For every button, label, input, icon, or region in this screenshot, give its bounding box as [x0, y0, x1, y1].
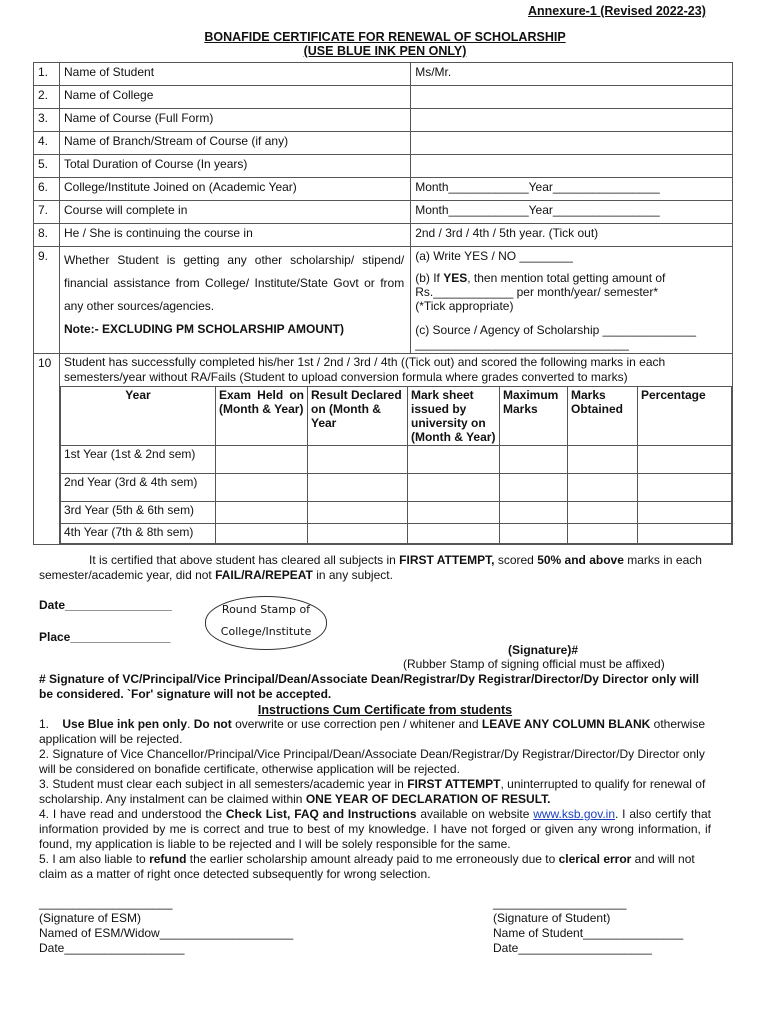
row9-answers[interactable]	[411, 247, 733, 354]
cell[interactable]	[215, 474, 307, 502]
row-label: College/Institute Joined on (Academic Year)	[59, 178, 410, 201]
marks-row	[60, 446, 731, 474]
i4-b1: Check List, FAQ and Instructions	[225, 807, 417, 821]
row10-content	[59, 354, 732, 545]
stamp-line2: College/Institute	[220, 625, 312, 638]
instruction-4	[39, 807, 711, 852]
cert-b3: FAIL/RA/REPEAT	[215, 568, 313, 582]
esm-signature-block	[39, 896, 293, 956]
cell[interactable]	[567, 524, 637, 544]
row-number: 3.	[34, 109, 60, 132]
row9-c[interactable]: (c) Source / Agency of Scholarship ______________	[415, 323, 697, 337]
row-number: 1.	[34, 63, 60, 86]
cell[interactable]	[407, 524, 499, 544]
i3-b1: FIRST ATTEMPT	[407, 777, 501, 791]
cell[interactable]	[637, 446, 731, 474]
place-field[interactable]: Place_______________	[39, 630, 171, 644]
row9-question	[59, 247, 410, 354]
row-number: 6.	[34, 178, 60, 201]
cell[interactable]	[567, 474, 637, 502]
i5-b2: clerical error	[558, 852, 632, 866]
header-marksheet: Mark sheet issued by university on (Month & Year)	[407, 387, 499, 446]
form-row	[34, 109, 733, 132]
row-value[interactable]	[411, 155, 733, 178]
row-label: Name of Branch/Stream of Course (if any)	[59, 132, 410, 155]
instruction-2: 2. Signature of Vice Chancellor/Principal/Vice Principal/Dean/Associate Dean/Registrar/Dy Registrar/Director/Dy Director only will be considered on bonafide certificate, otherwise application will be rejected.	[39, 747, 705, 776]
row-value[interactable]	[411, 109, 733, 132]
row-number: 2.	[34, 86, 60, 109]
i5-p1: 5. I am also liable to	[39, 852, 150, 866]
cert-p3: marks in each semester/academic year, did not	[39, 553, 702, 582]
student-signature-block	[493, 896, 683, 956]
cert-p1: It is certified that above student has cleared all subjects in	[89, 553, 400, 567]
cell[interactable]	[499, 524, 567, 544]
i4-p2: available on website	[416, 807, 534, 821]
form-row	[34, 132, 733, 155]
year-cell: 2nd Year (3rd & 4th sem)	[60, 474, 215, 502]
instruction-3	[39, 777, 711, 807]
year-cell: 4th Year (7th & 8th sem)	[60, 524, 215, 544]
row-label: Name of Course (Full Form)	[59, 109, 410, 132]
cert-b2: 50% and above	[537, 553, 624, 567]
row9-b[interactable]	[415, 271, 728, 299]
cell[interactable]	[215, 502, 307, 524]
instruction-5	[39, 852, 711, 882]
i5-b1: refund	[149, 852, 187, 866]
row-value[interactable]: Ms/Mr.	[411, 63, 733, 86]
row-label: Name of College	[59, 86, 410, 109]
header-percentage: Percentage	[637, 387, 731, 446]
form-table	[33, 62, 733, 545]
marks-row	[60, 524, 731, 544]
instruction-1	[39, 717, 711, 747]
i5-p3: and will not claim as a matter of right once detected subsequently for wrong selection.	[39, 852, 695, 881]
cert-p4: in any subject.	[312, 568, 393, 582]
marks-header-row	[60, 387, 731, 446]
annexure-label: Annexure-1 (Revised 2022-23)	[528, 4, 706, 18]
row9-b-post: , then mention total getting amount of Rs.____________ per month/year/ semester*	[415, 271, 666, 299]
form-row	[34, 86, 733, 109]
certificate-subtitle: (USE BLUE INK PEN ONLY)	[303, 44, 467, 58]
student-name-field[interactable]: Name of Student_______________	[493, 926, 684, 940]
i1-p2: overwrite or use correction pen / whitener and	[231, 717, 482, 731]
form-row	[34, 63, 733, 86]
i1-b3: LEAVE ANY COLUMN BLANK	[481, 717, 651, 731]
row-value[interactable]	[411, 132, 733, 155]
certificate-title: BONAFIDE CERTIFICATE FOR RENEWAL OF SCHOLARSHIP	[204, 30, 566, 44]
form-row-9	[34, 247, 733, 354]
signature-label: (Signature)#	[508, 643, 579, 657]
row-label: Name of Student	[59, 63, 410, 86]
row10-text: Student has successfully completed his/her 1st / 2nd / 3rd / 4th ((Tick out) and scored the following marks in each semesters/year without RA/Fails (Student to upload conversion formula where grades converted to marks)	[63, 355, 666, 384]
i1-b2: Do not	[193, 717, 232, 731]
header-marks-obtained: Marks Obtained	[567, 387, 637, 446]
cell[interactable]	[215, 446, 307, 474]
cell[interactable]	[567, 502, 637, 524]
student-signature-line[interactable]: ____________________	[493, 896, 627, 910]
form-row	[34, 201, 733, 224]
cert-b1: FIRST ATTEMPT,	[399, 553, 495, 567]
marks-table	[60, 386, 732, 544]
cell[interactable]	[407, 502, 499, 524]
cell[interactable]	[499, 446, 567, 474]
row9-note: Note:- EXCLUDING PM SCHOLARSHIP AMOUNT)	[63, 322, 344, 336]
student-signature-label: (Signature of Student)	[493, 911, 611, 925]
row-number: 9.	[34, 247, 60, 354]
date-field[interactable]: Date________________	[39, 598, 172, 612]
form-row	[34, 178, 733, 201]
ksb-website-link[interactable]: www.ksb.gov.in	[533, 807, 616, 821]
row9-b-yes: YES	[443, 271, 468, 285]
form-row	[34, 224, 733, 247]
form-row	[34, 155, 733, 178]
row-value[interactable]	[411, 86, 733, 109]
i1-n: 1.	[39, 717, 50, 731]
instructions-title: Instructions Cum Certificate from students	[257, 703, 513, 717]
marks-row	[60, 502, 731, 524]
row-number: 5.	[34, 155, 60, 178]
form-row-10	[34, 354, 733, 545]
row9-b-tick: (*Tick appropriate)	[415, 299, 514, 313]
row-value[interactable]: Month____________Year________________	[411, 178, 733, 201]
rubber-stamp-note: (Rubber Stamp of signing official must be affixed)	[403, 657, 665, 671]
i1-b1: Use Blue ink pen only	[62, 717, 188, 731]
cell[interactable]	[567, 446, 637, 474]
cell[interactable]	[637, 502, 731, 524]
cell[interactable]	[499, 502, 567, 524]
esm-name-field[interactable]: Named of ESM/Widow____________________	[39, 926, 294, 940]
i3-b2: ONE YEAR OF DECLARATION OF RESULT.	[305, 792, 551, 806]
row-value[interactable]: 2nd / 3rd / 4th / 5th year. (Tick out)	[411, 224, 733, 247]
esm-date-field[interactable]: Date__________________	[39, 941, 185, 955]
cell[interactable]	[637, 474, 731, 502]
signature-note: # Signature of VC/Principal/Vice Principal/Dean/Associate Dean/Registrar/Dy Registrar/Director/Dy Director only will be considered. `For' signature will not be accepted.	[39, 672, 699, 701]
certification-text	[39, 553, 711, 583]
i4-p1: 4. I have read and understood the	[39, 807, 226, 821]
cell[interactable]	[307, 446, 407, 474]
stamp-line1: Round Stamp of	[221, 603, 311, 616]
row-label: Course will complete in	[59, 201, 410, 224]
row9-b-pre: (b) If	[415, 271, 444, 285]
row-number: 8.	[34, 224, 60, 247]
row-label: Total Duration of Course (In years)	[59, 155, 410, 178]
row-value[interactable]: Month____________Year________________	[411, 201, 733, 224]
i3-p1: 3. Student must clear each subject in all semesters/academic year in	[39, 777, 408, 791]
row9-c2[interactable]: ________________________________	[415, 337, 629, 351]
i4-p3: . I also certify that information provided by me is correct and true to best of my knowledge. I have not forged or given any wrong information, if found, my application is liable to be rejected and I will be solely responsible for the same.	[39, 807, 711, 851]
student-date-field[interactable]: Date____________________	[493, 941, 652, 955]
cell[interactable]	[215, 524, 307, 544]
row-label: He / She is continuing the course in	[59, 224, 410, 247]
cell[interactable]	[307, 524, 407, 544]
row9-text: Whether Student is getting any other scholarship/ stipend/ financial assistance from College/ Institute/State Govt or from any other sources/agencies.	[63, 253, 405, 313]
i3-p2: , uninterrupted to qualify for renewal of scholarship. Any instalment can be claimed within	[39, 777, 706, 806]
row-number: 4.	[34, 132, 60, 155]
header-year: Year	[60, 387, 215, 446]
header-result-declared: Result Declared on (Month & Year	[307, 387, 407, 446]
cert-p2: scored	[494, 553, 538, 567]
row9-a[interactable]: (a) Write YES / NO ________	[415, 249, 573, 263]
row-number: 7.	[34, 201, 60, 224]
cell[interactable]	[307, 474, 407, 502]
cell[interactable]	[307, 502, 407, 524]
cell[interactable]	[407, 446, 499, 474]
header-exam-held: Exam Held on (Month & Year)	[215, 387, 307, 446]
esm-signature-label: (Signature of ESM)	[39, 911, 142, 925]
year-cell: 3rd Year (5th & 6th sem)	[60, 502, 215, 524]
cell[interactable]	[407, 474, 499, 502]
cell[interactable]	[499, 474, 567, 502]
i5-p2: the earlier scholarship amount already paid to me erroneously due to	[186, 852, 559, 866]
row-number: 10	[34, 354, 60, 545]
marks-row	[60, 474, 731, 502]
i1-p3: otherwise application will be rejected.	[39, 717, 706, 746]
year-cell: 1st Year (1st & 2nd sem)	[60, 446, 215, 474]
i1-p1: .	[187, 717, 194, 731]
cell[interactable]	[637, 524, 731, 544]
esm-signature-line[interactable]: ____________________	[39, 896, 173, 910]
header-maximum-marks: Maximum Marks	[499, 387, 567, 446]
round-stamp	[205, 596, 327, 650]
